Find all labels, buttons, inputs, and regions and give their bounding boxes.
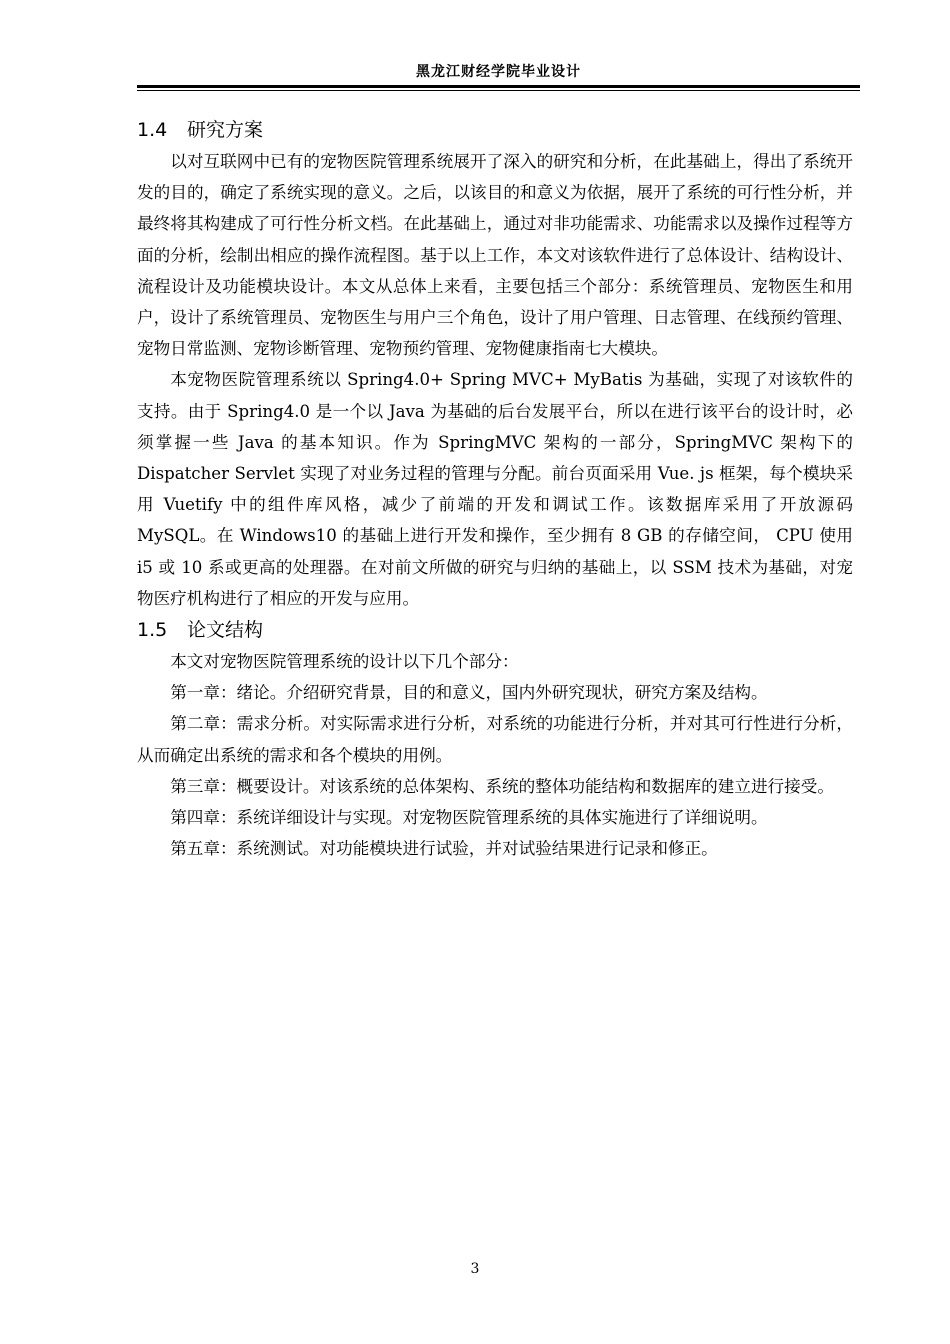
- chapter-summary: 第四章：系统详细设计与实现。对宠物医院管理系统的具体实施进行了详细说明。: [170, 808, 768, 828]
- section-heading-1-4: [137, 114, 853, 146]
- paragraph: 以对互联网中已有的宠物医院管理系统展开了深入的研究和分析，在此基础上，得出了系统开发的目的，确定了系统实现的意义。之后，以该目的和意义为依据，展开了系统的可行性分析，并最终将其构建成了可行性分析文档。在此基础上，通过对非功能需求、功能需求以及操作过程等方面的分析，绘制出相应的操作流程图。基于以上工作，本文对该软件进行了总体设计、结构设计、流程设计及功能模块设计。本文从总体上来看，主要包括三个部分：系统管理员、宠物医生和用户，设计了系统管理员、宠物医生与用户三个角色，设计了用户管理、日志管理、在线预约管理、宠物日常监测、宠物诊断管理、宠物预约管理、宠物健康指南七大模块。: [137, 152, 853, 359]
- document-body: [137, 114, 853, 864]
- page-header: 黑龙江财经学院毕业设计: [416, 64, 581, 80]
- chapter-summary: 第三章：概要设计。对该系统的总体架构、系统的整体功能结构和数据库的建立进行接受。: [170, 776, 834, 796]
- paragraph: 本文对宠物医院管理系统的设计以下几个部分：: [170, 652, 519, 672]
- header-rule-thin: [137, 90, 860, 91]
- section-title: 研究方案: [187, 119, 264, 141]
- header-rule-thick: [137, 85, 860, 88]
- chapter-summary: 第五章：系统测试。对功能模块进行试验，并对试验结果进行记录和修正。: [170, 839, 718, 859]
- chapter-summary: 第一章：绪论。介绍研究背景，目的和意义，国内外研究现状，研究方案及结构。: [170, 683, 768, 703]
- section-number: 1.4: [137, 119, 168, 141]
- page-number: 3: [470, 1261, 480, 1277]
- section-heading-1-5: [137, 614, 853, 646]
- chapter-summary: 第二章：需求分析。对实际需求进行分析，对系统的功能进行分析，并对其可行性进行分析，从而确定出系统的需求和各个模块的用例。: [137, 714, 853, 765]
- paragraph: 本宠物医院管理系统以 Spring4.0+ Spring MVC+ MyBatis 为基础，实现了对该软件的支持。由于 Spring4.0 是一个以 Java 为基础的后台发展平台，所以在进行该平台的设计时，必须掌握一些 Java 的基本知识。作为 SpringMVC 架构的一部分，SpringMVC 架构下的 Dispatcher Servlet 实现了对业务过程的管理与分配。前台页面采用 Vue. js 框架，每个模块采用 Vuetify 中的组件库风格，减少了前端的开发和调试工作。该数据库采用了开放源码 MySQL。在 Windows10 的基础上进行开发和操作，至少拥有 8 GB 的存储空间， CPU 使用 i5 或 10 系或更高的处理器。在对前文所做的研究与归纳的基础上，以 SSM 技术为基础，对宠物医疗机构进行了相应的开发与应用。: [137, 370, 853, 608]
- section-title: 论文结构: [187, 619, 264, 642]
- section-number: 1.5: [137, 619, 168, 642]
